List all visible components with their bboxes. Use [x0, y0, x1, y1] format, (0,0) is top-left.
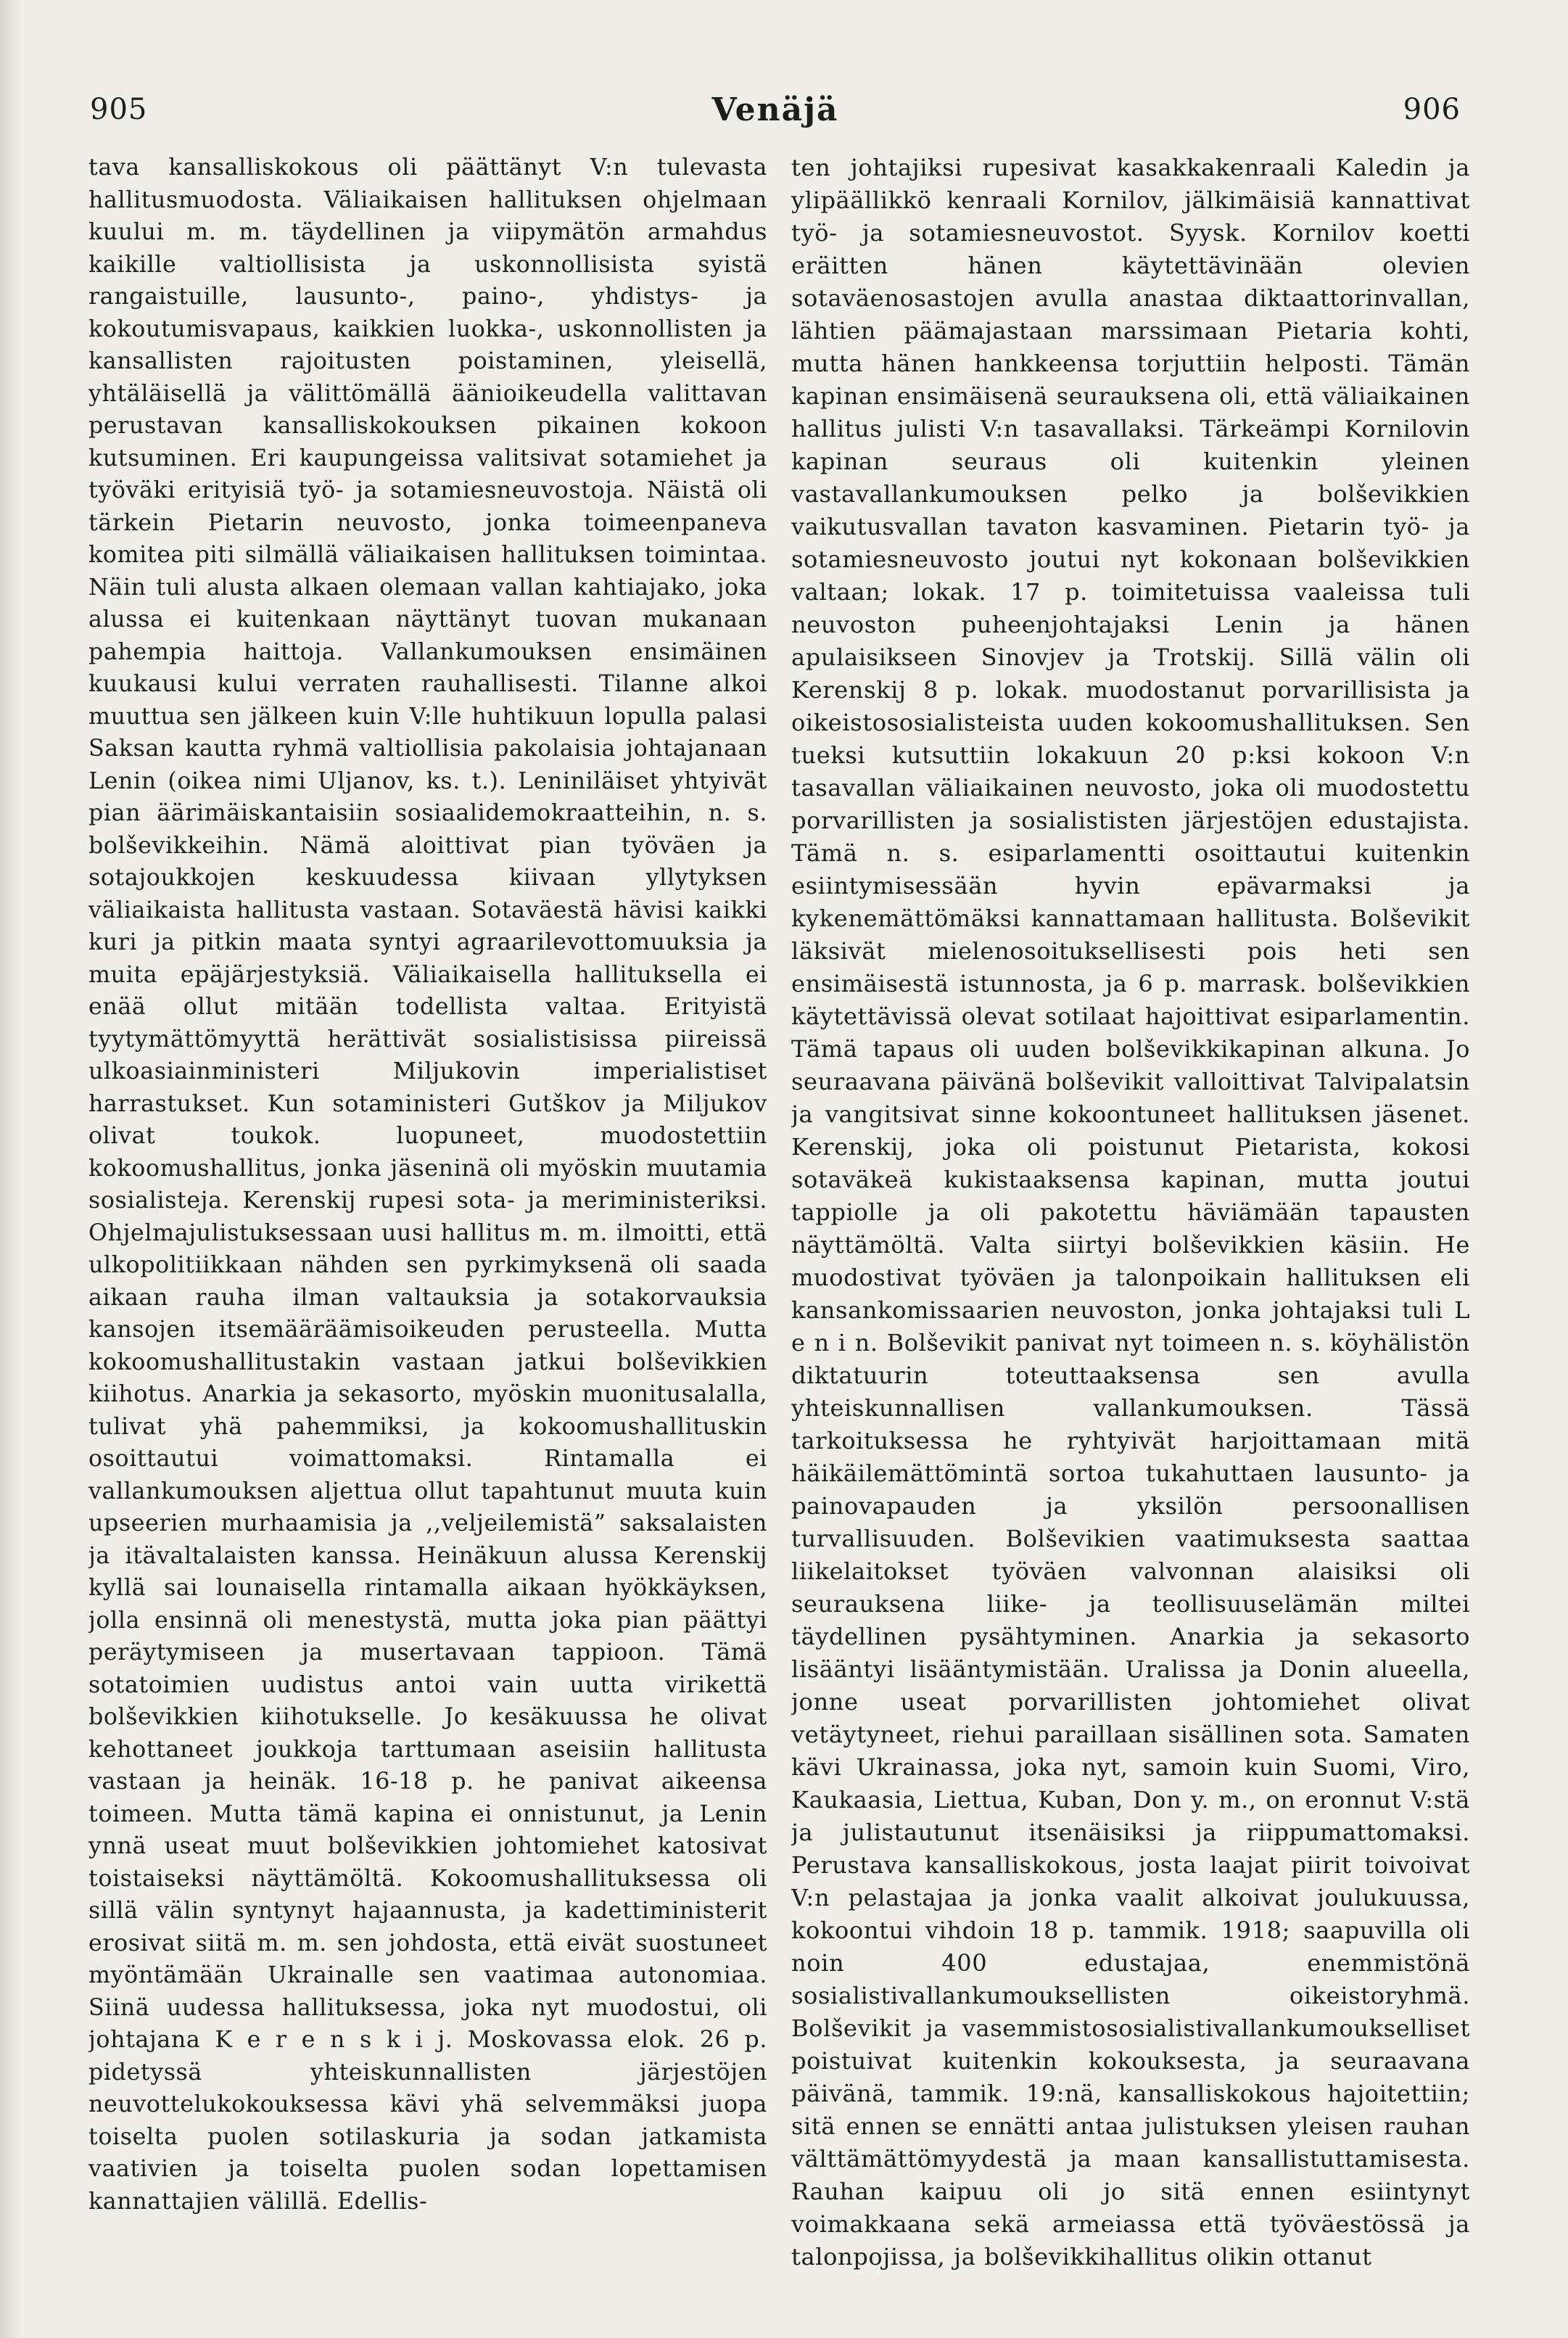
right-column	[791, 152, 1470, 2299]
right-column-text: ten johtajiksi rupesivat kasakkakenraali Kaledin ja ylipäällikkö kenraali Kornilov, jälkimäisiä kannattivat työ- ja sotamiesneuvostot. Syysk. Kornilov koetti eräitten hänen käytettävinään olevien sotaväenosastojen avulla anastaa diktaattorinvallan, lähtien päämajastaan marssimaan Pietaria kohti, mutta hänen hankkeensa torjuttiin helposti. Tämän kapinan ensimäisenä seurauksena oli, että väliaikainen hallitus julisti V:n tasavallaksi. Tärkeämpi Kornilovin kapinan seuraus oli kuitenkin yleinen vastavallankumouksen pelko ja bolševikkien vaikutusvallan tavaton kasvaminen. Pietarin työ- ja sotamiesneuvosto joutui nyt kokonaan bolševikkien valtaan; lokak. 17 p. toimitetuissa vaaleissa tuli neuvoston puheenjohtajaksi Lenin ja hänen apulaisikseen Sinovjev ja Trotskij. Sillä välin oli Kerenskij 8 p. lokak. muodostanut porvarillisista ja oikeistososialisteista uuden kokoomushallituksen. Sen tueksi kutsuttiin lokakuun 20 p:ksi kokoon V:n tasavallan väliaikainen neuvosto, joka oli muodostettu porvarillisten ja sosialististen järjestöjen edustajista. Tämä n. s. esiparlamentti osoittautui kuitenkin esiintymisessään hyvin epävarmaksi ja kykenemättömäksi kannattamaan hallitusta. Bolševikit läksivät mielenosoituksellisesti pois heti sen ensimäisestä istunnosta, ja 6 p. marrask. bolševikkien käytettävissä olevat sotilaat hajoittivat esiparlamentin. Tämä tapaus oli uuden bolševikkikapinan alkuna. Jo seuraavana päivänä bolševikit valloittivat Talvipalatsin ja vangitsivat sinne kokoontuneet hallituksen jäsenet. Kerenskij, joka oli poistunut Pietarista, kokosi sotaväkeä kukistaaksensa kapinan, mutta joutui tappiolle ja oli pakotettu häviämään tapausten näyttämöltä. Valta siirtyi bolševikkien käsiin. He muodostivat työväen ja talonpoikain hallituksen eli kansankomissaarien neuvoston, jonka johtajaksi tuli L e n i n. Bolševikit panivat nyt toimeen n. s. köyhälistön diktatuurin toteuttaaksensa sen avulla yhteiskunnallisen vallankumouksen. Tässä tarkoituksessa he ryhtyivät harjoittamaan mitä häikäilemättömintä sortoa tukahuttaen lausunto- ja painovapauden ja yksilön persoonallisen turvallisuuden. Bolševikien vaatimuksesta saattaa liikelaitokset työväen valvonnan alaisiksi oli seurauksena liike- ja teollisuuselämän miltei täydellinen pysähtyminen. Anarkia ja sekasorto lisääntyi lisääntymistään. Uralissa ja Donin alueella, jonne useat porvarillisten johtomiehet olivat vetäytyneet, riehui paraillaan sisällinen sota. Samaten kävi Ukrainassa, joka nyt, samoin kuin Suomi, Viro, Kaukaasia, Liettua, Kuban, Don y. m., on eronnut V:stä ja julistautunut itsenäisiksi ja riippumattomaksi. Perustava kansalliskokous, josta laajat piirit toivoivat V:n pelastajaa ja jonka vaalit alkoivat joulukuussa, kokoontui vihdoin 18 p. tammik. 1918; saapuvilla oli noin 400 edustajaa, enemmistönä sosialistivallankumouksellisten oikeistoryhmä. Bolševikit ja vasemmistososialistivallankumoukselliset poistuivat kuitenkin kokouksesta, ja seuraavana päivänä, tammik. 19:nä, kansalliskokous hajoitettiin; sitä ennen se ennätti antaa julistuksen yleisen rauhan välttämättömyydestä ja maan kansallistuttamisesta. Rauhan kaipuu oli jo sitä ennen esiintynyt voimakkaana sekä armeiassa että työväestössä ja talonpojissa, ja bolševikkihallitus olikin ottanut	[791, 154, 1470, 2271]
left-column	[88, 152, 767, 2299]
page-number-left: 905	[90, 93, 148, 126]
scan-edge-shadow	[0, 0, 22, 2338]
page-title: Venäjä	[711, 91, 839, 128]
page-header	[90, 93, 1461, 136]
page-number-right: 906	[1403, 93, 1461, 126]
left-column-text: tava kansalliskokous oli päättänyt V:n tulevasta hallitusmuodosta. Väliaikaisen hallituksen ohjelmaan kuului m. m. täydellinen ja viipymätön armahdus kaikille valtiollisista ja uskonnollisista syistä rangaistuille, lausunto-, paino-, yhdistys- ja kokoutumisvapaus, kaikkien luokka-, uskonnollisten ja kansallisten rajoitusten poistaminen, yleisellä, yhtäläisellä ja välittömällä äänioikeudella valittavan perustavan kansalliskokouksen pikainen kokoon kutsuminen. Eri kaupungeissa valitsivat sotamiehet ja työväki erityisiä työ- ja sotamiesneuvostoja. Näistä oli tärkein Pietarin neuvosto, jonka toimeenpaneva komitea piti silmällä väliaikaisen hallituksen toimintaa. Näin tuli alusta alkaen olemaan vallan kahtiajako, joka alussa ei kuitenkaan näyttänyt tuovan mukanaan pahempia haittoja. Vallankumouksen ensimäinen kuukausi kului verraten rauhallisesti. Tilanne alkoi muuttua sen jälkeen kuin V:lle huhtikuun lopulla palasi Saksan kautta ryhmä valtiollisia pakolaisia johtajanaan Lenin (oikea nimi Uljanov, ks. t.). Leniniläiset yhtyivät pian äärimäiskantaisiin sosiaalidemokraatteihin, n. s. bolševikkeihin. Nämä aloittivat pian työväen ja sotajoukkojen keskuudessa kiivaan yllytyksen väliaikaista hallitusta vastaan. Sotaväestä hävisi kaikki kuri ja pitkin maata syntyi agraarilevottomuuksia ja muita epäjärjestyksiä. Väliaikaisella hallituksella ei enää ollut mitään todellista valtaa. Erityistä tyytymättömyyttä herättivät sosialistisissa piireissä ulkoasiainministeri Miljukovin imperialistiset harrastukset. Kun sotaministeri Gutškov ja Miljukov olivat toukok. luopuneet, muodostettiin kokoomushallitus, jonka jäseninä oli myöskin muutamia sosialisteja. Kerenskij rupesi sota- ja meriministeriksi. Ohjelmajulistuksessaan uusi hallitus m. m. ilmoitti, että ulkopolitiikkaan nähden sen pyrkimyksenä oli saada aikaan rauha ilman valtauksia ja sotakorvauksia kansojen itsemääräämisoikeuden perusteella. Mutta kokoomushallitustakin vastaan jatkui bolševikkien kiihotus. Anarkia ja sekasorto, myöskin muonitusalalla, tulivat yhä pahemmiksi, ja kokoomushallituskin osoittautui voimattomaksi. Rintamalla ei vallankumouksen aljettua ollut tapahtunut muuta kuin upseerien murhaamisia ja ,,veljeilemistä” saksalaisten ja itävaltalaisten kanssa. Heinäkuun alussa Kerenskij kyllä sai lounaisella rintamalla aikaan hyökkäyksen, jolla ensinnä oli menestystä, mutta joka pian päättyi peräytymiseen ja musertavaan tappioon. Tämä sotatoimien uudistus antoi vain uutta virikettä bolševikkien kiihotukselle. Jo kesäkuussa he olivat kehottaneet joukkoja tarttumaan aseisiin hallitusta vastaan ja heinäk. 16-18 p. he panivat aikeensa toimeen. Mutta tämä kapina ei onnistunut, ja Lenin ynnä useat muut bolševikkien johtomiehet katosivat toistaiseksi näyttämöltä. Kokoomushallituksessa oli sillä välin syntynyt hajaannusta, ja kadettiministerit erosivat siitä m. m. sen johdosta, että eivät suostuneet myöntämään Ukrainalle sen vaatimaa autonomiaa. Siinä uudessa hallituksessa, joka nyt muodostui, oli johtajana K e r e n s k i j. Moskovassa elok. 26 p. pidetyssä yhteiskunnallisten järjestöjen neuvottelukokouksessa kävi yhä selvemmäksi juopa toiselta puolen sotilaskuria ja sodan jatkamista vaativien ja toiselta puolen sodan lopettamisen kannattajien välillä. Edellis-	[88, 155, 767, 2215]
